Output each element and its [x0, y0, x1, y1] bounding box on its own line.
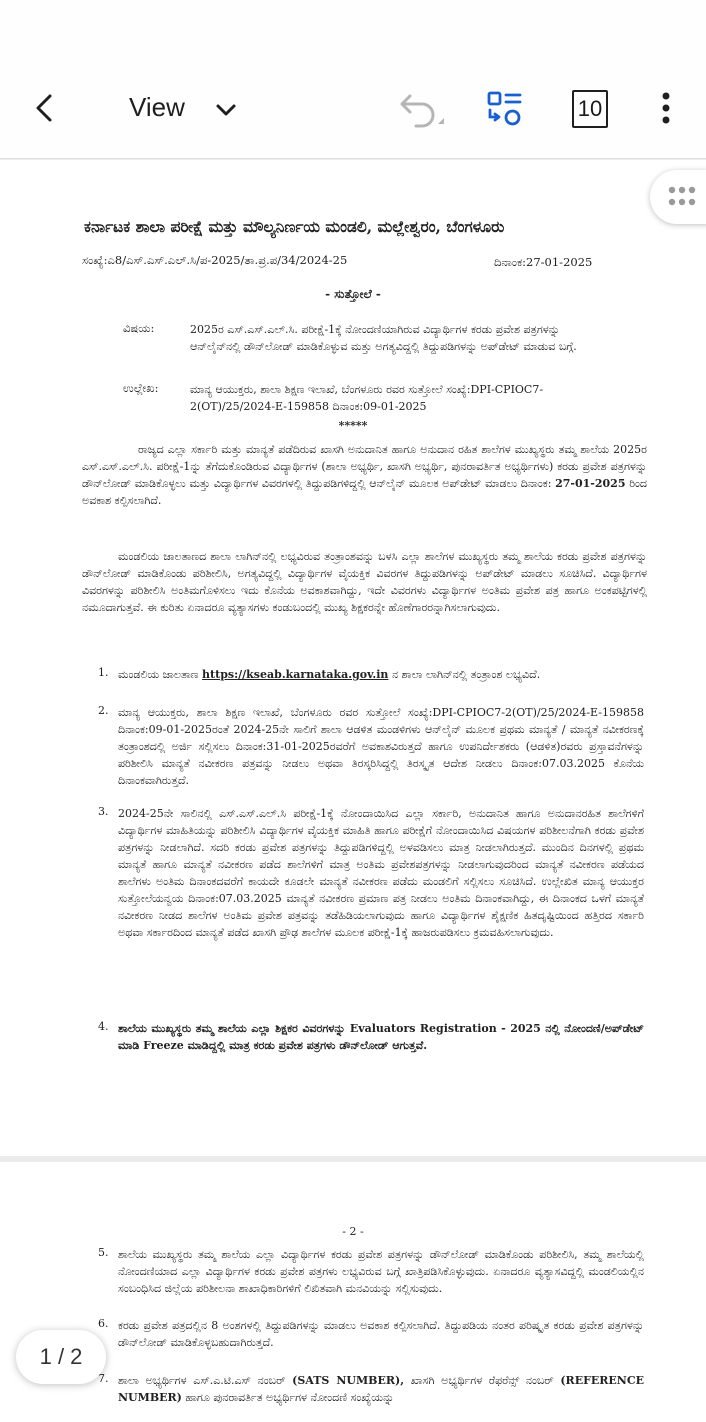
document-page-1 [0, 160, 706, 1156]
select-list-icon [486, 90, 524, 128]
more-options-button[interactable] [654, 90, 678, 130]
item-1-text-a: ಮಂಡಲಿಯ ಜಾಲತಾಣ [118, 668, 199, 681]
paragraph-2 [82, 548, 647, 616]
paragraph-2-text: ಮಂಡಲಿಯ ಜಾಲತಾಣದ ಶಾಲಾ ಲಾಗಿನ್‌ನಲ್ಲಿ ಲಭ್ಯವಿರುವ ತಂತ್ರಾಂಶವನ್ನು ಬಳಸಿ ಎಲ್ಲಾ ಶಾಲೆಗಳ ಮುಖ್ಯಸ್ಥರು ತಮ್ಮ ಶಾಲೆಯ ಕರಡು ಪ್ರವೇಶ ಪತ್ರಗಳನ್ನು ಡೌನ್‌ಲೋಡ್ ಮಾಡಿಕೊಂಡು ಪರಿಶೀಲಿಸಿ, ಅಗತ್ಯವಿದ್ದಲ್ಲಿ ವಿದ್ಯಾರ್ಥಿಗಳ ವೈಯಕ್ತಿಕ ವಿವರಗಳ ತಿದ್ದುಪಡಿಗಳನ್ನು ಅಪ್‌ಡೇಟ್ ಮಾಡಲು ಸೂಚಿಸಿದೆ. ವಿದ್ಯಾರ್ಥಿಗಳ ವಿವರಗಳನ್ನು ಪರಿಶೀಲಿಸಿ ಅಂತಿಮಗೊಳಿಸಲು ಇದು ಕೊನೆಯ ಅವಕಾಶವಾಗಿದ್ದು, ಇದೇ ವಿವರಗಳು ವಿದ್ಯಾರ್ಥಿಗಳ ಅಂತಿಮ ಪ್ರವೇಶ ಪತ್ರ ಹಾಗೂ ಅಂಕಪಟ್ಟಿಗಳಲ್ಲಿ ನಮೂದಾಗುತ್ತವೆ. ಈ ಕುರಿತು ಏನಾದರೂ ವ್ಯತ್ಯಾಸಗಳು ಕಂಡುಬಂದಲ್ಲಿ ಮುಖ್ಯ ಶಿಕ್ಷಕರನ್ನೇ ಹೊಣೆಗಾರರನ್ನಾಗಿಸಲಾಗುವುದು. [82, 550, 647, 614]
paragraph-1 [82, 441, 647, 509]
reference-text: ಮಾನ್ಯ ಆಯುಕ್ತರು, ಶಾಲಾ ಶಿಕ್ಷಣ ಇಲಾಖೆ, ಬೆಂಗಳೂರು ರವರ ಸುತ್ತೋಲೆ ಸಂಖ್ಯೆ:DPI-CPIOC7-2(OT)/25/2024-E-159858 ದಿನಾಂಕ:09-01-2025 [190, 383, 544, 413]
paragraph-1-text-b: ರಿಂದ ಅವಕಾಶ ಕಲ್ಪಿಸಲಾಗಿದೆ. [82, 477, 647, 507]
page-count-button[interactable]: 10 [572, 90, 608, 128]
select-mode-button[interactable] [486, 90, 524, 128]
item-1-number: 1. [98, 666, 109, 679]
reference-number: ಸಂಖ್ಯೆ:ಎ8/ಎಸ್.ಎಸ್.ಎಲ್.ಸಿ/ಪ-2025/ತಾ.ಪ್ರ.ಪ/34/2024-25 [82, 253, 348, 267]
item-6-number: 6. [98, 1317, 109, 1330]
item-7 [118, 1372, 644, 1406]
item-7-text-d: ಹಾಗೂ ಪುನರಾವರ್ತಿತ ಅಭ್ಯರ್ಥಿಗಳ ನೋಂದಣಿ ಸಂಖ್ಯೆಯನ್ನು [185, 1391, 395, 1404]
view-mode-label[interactable]: View [129, 92, 185, 122]
item-7-number: 7. [98, 1372, 109, 1385]
page-indicator[interactable]: 1 / 2 [16, 1330, 106, 1384]
kseab-website-link[interactable]: https://kseab.karnataka.gov.in [202, 668, 389, 681]
item-4-number: 4. [98, 1020, 109, 1033]
sats-number-label: (SATS NUMBER), [292, 1374, 405, 1387]
undo-button[interactable] [396, 88, 448, 132]
item-3-number: 3. [98, 805, 109, 818]
subject-text: 2025ರ ಎಸ್.ಎಸ್.ಎಲ್.ಸಿ. ಪರೀಕ್ಷೆ-1ಕ್ಕೆ ನೋಂದಣಿಯಾಗಿರುವ ವಿದ್ಯಾರ್ಥಿಗಳ ಕರಡು ಪ್ರವೇಶ ಪತ್ರಗಳನ್ನು ಆನ್‌ಲೈನ್‌ನಲ್ಲಿ ಡೌನ್‌ಲೋಡ್ ಮಾಡಿಕೊಳ್ಳುವ ಮತ್ತು ಅಗತ್ಯವಿದ್ದಲ್ಲಿ ತಿದ್ದುಪಡಿಗಳನ್ನು ಅಪ್‌ಡೇಟ್ ಮಾಡುವ ಬಗ್ಗೆ. [190, 323, 577, 353]
item-3-text: 2024-25ನೇ ಸಾಲಿನಲ್ಲಿ ಎಸ್.ಎಸ್.ಎಲ್.ಸಿ ಪರೀಕ್ಷೆ-1ಕ್ಕೆ ನೋಂದಾಯಿಸಿದ ಎಲ್ಲಾ ಸರ್ಕಾರಿ, ಅನುದಾನಿತ ಹಾಗೂ ಅನುದಾನರಹಿತ ಶಾಲೆಗಳಿಗೆ ವಿದ್ಯಾರ್ಥಿಗಳ ಮಾಹಿತಿಯನ್ನು ಪರಿಶೀಲಿಸಿ ವಿದ್ಯಾರ್ಥಿಗಳ ವೈಯಕ್ತಿಕ ಮಾಹಿತಿ ಹಾಗೂ ಪರೀಕ್ಷೆಗೆ ನೋಂದಾಯಿಸಿದ ವಿಷಯಗಳ ಪರಿಶೀಲನೆಗಾಗಿ ಕರಡು ಪ್ರವೇಶ ಪತ್ರಗಳನ್ನು ನೀಡಲಾಗಿದೆ. ಸದರಿ ಕರಡು ಪ್ರವೇಶ ಪತ್ರಗಳನ್ನು ತಿದ್ದುಪಡಿಗಳಿದ್ದಲ್ಲಿ ಅಳವಡಿಸಲು ಮಾತ್ರ ನೀಡಲಾಗಿರುತ್ತದೆ. ಮುಂದಿನ ದಿನಗಳಲ್ಲಿ ಪ್ರಥಮ ಮಾನ್ಯತೆ ಹಾಗೂ ಮಾನ್ಯತೆ ನವೀಕರಣ ಪಡೆದ ಶಾಲೆಗಳಿಗೆ ಮಾತ್ರ ಅಂತಿಮ ಪ್ರವೇಶಪತ್ರಗಳನ್ನು ನೀಡಲಾಗುವುದರಿಂದ ಮಾನ್ಯತೆ ನವೀಕರಣ ಪಡೆಯದ ಶಾಲೆಗಳು ಅಂತಿಮ ದಿನಾಂಕದವರೆಗೆ ಕಾಯದೇ ಕೂಡಲೇ ಮಾನ್ಯತೆ ನವೀಕರಣ ಪಡೆದು ಮಂಡಲಿಗೆ ಸಲ್ಲಿಸಲು ಸೂಚಿಸಿದೆ. ಉಲ್ಲೇಖಿತ ಮಾನ್ಯ ಆಯುಕ್ತರ ಸುತ್ತೋಲೆಯನ್ವಯ ದಿನಾಂಕ:07.03.2025 ಮಾನ್ಯತೆ ನವೀಕರಣ ಪ್ರಮಾಣ ಪತ್ರ ನೀಡಲು ಅಂತಿಮ ದಿನಾಂಕವಾಗಿದ್ದು, ಈ ದಿನಾಂಕದ ಒಳಗೆ ಮಾನ್ಯತೆ ನವೀಕರಣ ನೀಡದ ಶಾಲೆಗಳ ಅಂತಿಮ ಪ್ರವೇಶ ಪತ್ರವನ್ನು ತಡೆಹಿಡಿಯಲಾಗುವುದು ಹಾಗೂ ವಿದ್ಯಾರ್ಥಿಗಳ ಶೈಕ್ಷಣಿಕ ಹಿತದೃಷ್ಟಿಯಿಂದ ಹತ್ತಿರದ ಸರ್ಕಾರಿ ಅಥವಾ ಸರ್ಕಾರದಿಂದ ಮಾನ್ಯತೆ ಪಡೆದ ಖಾಸಗಿ ಪ್ರೌಢ ಶಾಲೆಗಳ ಮೂಲಕ ಪರೀಕ್ಷೆ-1ಕ್ಕೆ ಹಾಜರುಪಡಿಸಲು ಕ್ರಮವಹಿಸಲಾಗುವುದು. [118, 807, 644, 939]
subject-label: ವಿಷಯ: [123, 321, 155, 335]
fast-scroll-handle[interactable] [650, 170, 706, 224]
reference-number-label: (REFERENCE NUMBER) [118, 1374, 644, 1404]
paragraph-1-date: 27-01-2025 [555, 477, 626, 490]
undo-icon [396, 88, 448, 132]
board-header: ಕರ್ನಾಟಕ ಶಾಲಾ ಪರೀಕ್ಷೆ ಮತ್ತು ಮೌಲ್ಯನಿರ್ಣಯ ಮಂಡಲಿ, ಮಲ್ಲೇಶ್ವರಂ, ಬೆಂಗಳೂರು [84, 217, 505, 236]
paragraph-1-text-a: ರಾಜ್ಯದ ಎಲ್ಲಾ ಸರ್ಕಾರಿ ಮತ್ತು ಮಾನ್ಯತೆ ಪಡೆದಿರುವ ಖಾಸಗಿ ಅನುದಾನಿತ ಹಾಗೂ ಅನುದಾನ ರಹಿತ ಶಾಲೆಗಳ ಮುಖ್ಯಸ್ಥರು ತಮ್ಮ ಶಾಲೆಯ 2025ರ ಎಸ್.ಎಸ್.ಎಲ್.ಸಿ. ಪರೀಕ್ಷೆ-1ನ್ನು ತೆಗೆದುಕೊಂಡಿರುವ ವಿದ್ಯಾರ್ಥಿಗಳ (ಶಾಲಾ ಅಭ್ಯರ್ಥಿ, ಖಾಸಗಿ ಅಭ್ಯರ್ಥಿ, ಪುನರಾವರ್ತಿತ ಅಭ್ಯರ್ಥಿಗಳು) ಕರಡು ಪ್ರವೇಶ ಪತ್ರಗಳನ್ನು ಡೌನ್‌ಲೋಡ್ ಮಾಡಿಕೊಳ್ಳಲು ಮತ್ತು ವಿದ್ಯಾರ್ಥಿಗಳ ವಿವರಗಳಲ್ಲಿ ತಿದ್ದುಪಡಿಗಳಿದ್ದಲ್ಲಿ ಆನ್‌ಲೈನ್ ಮೂಲಕ ಅಪ್‌ಡೇಟ್ ಮಾಡಲು ದಿನಾಂಕ: [82, 443, 647, 490]
item-5-number: 5. [98, 1246, 109, 1259]
circular-date: ದಿನಾಂಕ:27-01-2025 [494, 255, 593, 269]
back-arrow-icon [28, 88, 68, 128]
item-1-text-b: ನ ಶಾಲಾ ಲಾಗಿನ್‌ನಲ್ಲಿ ತಂತ್ರಾಂಶ ಲಭ್ಯವಿದೆ. [391, 668, 541, 681]
item-6-text: ಕರಡು ಪ್ರವೇಶ ಪತ್ರದಲ್ಲಿನ 8 ಅಂಶಗಳಲ್ಲಿ ತಿದ್ದುಪಡಿಗಳನ್ನು ಮಾಡಲು ಅವಕಾಶ ಕಲ್ಪಿಸಲಾಗಿದೆ. ತಿದ್ದುಪಡಿಯ ನಂತರ ಪರಿಷ್ಕೃತ ಕರಡು ಪ್ರವೇಶ ಪತ್ರಗಳನ್ನು ಡೌನ್‌ಲೋಡ್ ಮಾಡಿಕೊಳ್ಳಬಹುದಾಗಿರುತ್ತದೆ. [118, 1319, 644, 1349]
item-7-text-a: ಶಾಲಾ ಅಭ್ಯರ್ಥಿಗಳ ಎಸ್.ಎ.ಟಿ.ಎಸ್ ನಂಬರ್ [118, 1374, 286, 1387]
app-toolbar [0, 0, 706, 159]
back-button[interactable] [28, 88, 68, 128]
separator-stars: ***** [338, 419, 368, 432]
page-number-2: - 2 - [342, 1225, 364, 1238]
item-5-text: ಶಾಲೆಯ ಮುಖ್ಯಸ್ಥರು ತಮ್ಮ ಶಾಲೆಯ ಎಲ್ಲಾ ವಿದ್ಯಾರ್ಥಿಗಳ ಕರಡು ಪ್ರವೇಶ ಪತ್ರಗಳನ್ನು ಡೌನ್‌ಲೋಡ್ ಮಾಡಿಕೊಂಡು ಪರಿಶೀಲಿಸಿ, ತಮ್ಮ ಶಾಲೆಯಲ್ಲಿ ನೋಂದಣಿಯಾದ ಎಲ್ಲಾ ವಿದ್ಯಾರ್ಥಿಗಳ ಕರಡು ಪ್ರವೇಶ ಪತ್ರಗಳು ಲಭ್ಯವಿರುವ ಬಗ್ಗೆ ಖಾತ್ರಿಪಡಿಸಿಕೊಳ್ಳುವುದು. ಏನಾದರೂ ವ್ಯತ್ಯಾಸವಿದ್ದಲ್ಲಿ ಮಂಡಲಿಯಲ್ಲಿನ ಸಂಬಂಧಿಸಿದ ಜಿಲ್ಲೆಯ ಪರಿಶೀಲನಾ ಶಾಖಾಧಿಕಾರಿಗಳಿಗೆ ಲಿಖಿತವಾಗಿ ಮನವಿಯನ್ನು ಸಲ್ಲಿಸುವುದು. [118, 1248, 644, 1295]
item-2-number: 2. [98, 704, 109, 717]
item-7-text-c: ಖಾಸಗಿ ಅಭ್ಯರ್ಥಿಗಳ ರೆಫರೆನ್ಸ್ ನಂಬರ್ [410, 1374, 554, 1387]
reference-label: ಉಲ್ಲೇಖ: [123, 381, 159, 395]
item-1 [118, 666, 644, 683]
view-mode-dropdown[interactable] [212, 96, 240, 124]
more-vert-icon [654, 90, 678, 130]
circular-title: - ಸುತ್ತೋಲೆ - [325, 287, 381, 301]
grip-dots-icon [650, 170, 706, 224]
item-4-text: ಶಾಲೆಯ ಮುಖ್ಯಸ್ಥರು ತಮ್ಮ ಶಾಲೆಯ ಎಲ್ಲಾ ಶಿಕ್ಷಕರ ವಿವರಗಳನ್ನು Evaluators Registration - 2025 ನಲ್ಲಿ ನೋಂದಣಿ/ಅಪ್‌ಡೇಟ್ ಮಾಡಿ Freeze ಮಾಡಿದ್ದಲ್ಲಿ ಮಾತ್ರ ಕರಡು ಪ್ರವೇಶ ಪತ್ರಗಳು ಡೌನ್‌ಲೋಡ್ ಆಗುತ್ತವೆ. [118, 1022, 644, 1052]
chevron-down-icon [212, 96, 240, 124]
item-2-text: ಮಾನ್ಯ ಆಯುಕ್ತರು, ಶಾಲಾ ಶಿಕ್ಷಣ ಇಲಾಖೆ, ಬೆಂಗಳೂರು ರವರ ಸುತ್ತೋಲೆ ಸಂಖ್ಯೆ:DPI-CPIOC7-2(OT)/25/2024-E-159858 ದಿನಾಂಕ:09-01-2025ರಂತೆ 2024-25ನೇ ಸಾಲಿಗೆ ಶಾಲಾ ಆಡಳಿತ ಮಂಡಳಿಗಳು ಆನ್‌ಲೈನ್ ಮೂಲಕ ಪ್ರಥಮ ಮಾನ್ಯತೆ / ಮಾನ್ಯತೆ ನವೀಕರಣಕ್ಕೆ ತಂತ್ರಾಂಶದಲ್ಲಿ ಅರ್ಜಿ ಸಲ್ಲಿಸಲು ದಿನಾಂಕ:31-01-2025ರವರೆಗೆ ಅವಕಾಶವಿರುತ್ತದೆ ಹಾಗೂ ಉಪನಿರ್ದೇಶಕರು (ಆಡಳಿತ)ರವರು ಪ್ರಸ್ತಾವನೆಗಳನ್ನು ಪರಿಶೀಲಿಸಿ ಮಾನ್ಯತೆ ನವೀಕರಣ ಪತ್ರವನ್ನು ನೀಡಲು ಅಥವಾ ತಿರಸ್ಕರಿಸಿದ್ದಲ್ಲಿ ತಿರಸ್ಕೃತ ಆದೇಶ ನೀಡಲು ದಿನಾಂಕ:07.03.2025 ಕೊನೆಯ ದಿನಾಂಕವಾಗಿರುತ್ತದೆ. [118, 706, 644, 787]
